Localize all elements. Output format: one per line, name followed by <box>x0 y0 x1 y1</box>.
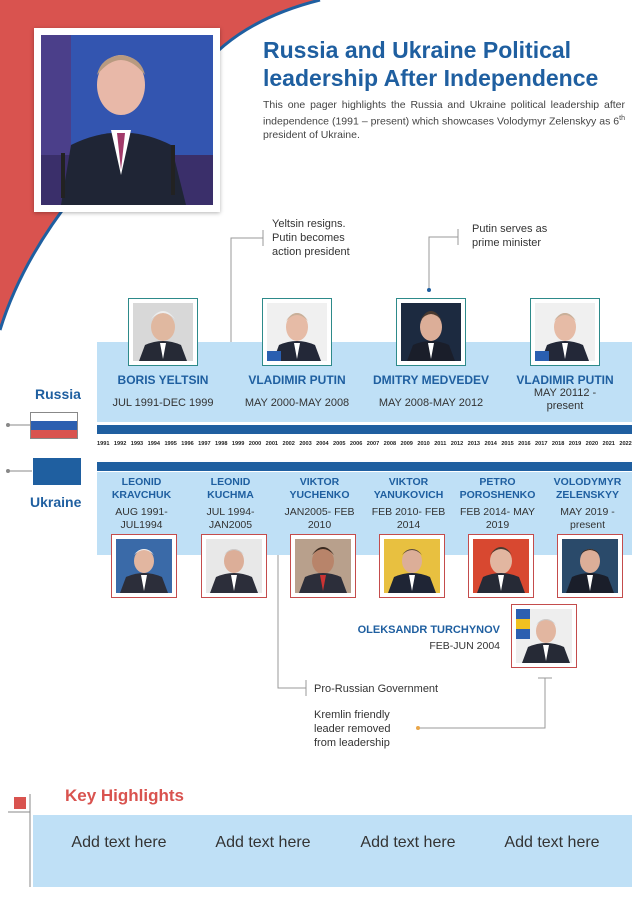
ukraine-leader-kuchma: LEONID KUCHMA JUL 1994- JAN2005 <box>206 476 255 531</box>
year-label: 2021 <box>602 441 615 447</box>
note-kremlin-removed: Kremlin friendly leader removed from leadership <box>314 709 391 749</box>
timeline-years <box>97 441 632 447</box>
page-description: This one pager highlights the Russia and Ukraine political leadership after independence (1991 – present) which showcases Volodymyr Zelenskyy as 6th president of Ukraine. <box>263 99 625 141</box>
year-label: 1994 <box>147 441 161 447</box>
year-label: 2016 <box>518 441 531 447</box>
key-highlight-item-4: Add text here <box>504 834 600 851</box>
year-label: 2013 <box>467 441 481 447</box>
photo-yanukovich <box>379 534 445 598</box>
year-label: 1996 <box>181 441 194 447</box>
page-title: Russia and Ukraine Political leadership After Independence <box>263 37 599 91</box>
russia-leader-medvedev: DMITRY MEDVEDEV MAY 2008-MAY 2012 <box>372 373 489 409</box>
key-highlights-marker-icon <box>14 797 26 809</box>
photo-putin-1 <box>262 298 332 366</box>
russia-flag-icon <box>30 412 78 439</box>
photo-turchynov <box>511 604 577 668</box>
ukraine-label: Ukraine <box>30 494 82 510</box>
ukraine-leader-zelenskyy: VOLODYMYR ZELENSKYY MAY 2019 -present <box>553 476 622 531</box>
note-pro-russian: Pro-Russian Government <box>314 683 439 695</box>
year-label: 1995 <box>164 441 177 447</box>
year-label: 2010 <box>417 441 430 447</box>
year-label: 2020 <box>585 441 599 447</box>
photo-yuchenko <box>290 534 356 598</box>
key-highlight-item-2: Add text here <box>215 834 311 851</box>
year-label: 2019 <box>568 441 582 447</box>
year-label: 2008 <box>383 441 397 447</box>
timeline-axis-russia <box>97 425 632 434</box>
key-highlights-title: Key Highlights <box>65 786 185 805</box>
year-label: 1993 <box>130 441 144 447</box>
year-label: 2004 <box>316 441 329 447</box>
photo-putin-2 <box>530 298 600 366</box>
photo-zelenskyy <box>557 534 623 598</box>
year-label: 2015 <box>501 441 514 447</box>
year-label: 1999 <box>231 441 245 447</box>
year-label: 2022 <box>619 441 632 447</box>
year-label: 2012 <box>450 441 464 447</box>
ukraine-leader-kravchuk: LEONID KRAVCHUK AUG 1991- JUL1994 <box>111 476 172 531</box>
key-highlight-item-1: Add text here <box>71 834 167 851</box>
year-label: 2003 <box>299 441 312 447</box>
year-label: 2005 <box>333 441 346 447</box>
year-label: 2011 <box>434 441 447 447</box>
ukraine-leader-yuchenko: VIKTOR YUCHENKO JAN2005- FEB 2010 <box>284 476 355 531</box>
russia-leader-putin-2: VLADIMIR PUTIN MAY 20112 -present <box>516 373 614 412</box>
photo-poroshenko <box>468 534 534 598</box>
interim-leader-turchynov: OLEKSANDR TURCHYNOV FEB-JUN 2004 <box>357 624 500 652</box>
ukraine-leader-yanukovich: VIKTOR YANUKOVICH FEB 2010- FEB 2014 <box>371 476 446 531</box>
photo-kravchuk <box>111 534 177 598</box>
photo-kuchma <box>201 534 267 598</box>
year-label: 1991 <box>97 441 110 447</box>
ukraine-flag-icon <box>33 458 81 485</box>
year-label: 2018 <box>551 441 565 447</box>
year-label: 2009 <box>400 441 413 447</box>
note-putin-pm: Putin serves as prime minister <box>472 223 548 249</box>
photo-yeltsin <box>128 298 198 366</box>
year-label: 2002 <box>282 441 295 447</box>
year-label: 1997 <box>198 441 211 447</box>
key-highlight-item-3: Add text here <box>360 834 456 851</box>
timeline-axis-ukraine <box>97 462 632 471</box>
year-label: 2006 <box>349 441 363 447</box>
year-label: 1998 <box>215 441 228 447</box>
year-label: 2014 <box>484 441 497 447</box>
year-label: 2000 <box>248 441 262 447</box>
russia-label: Russia <box>35 386 81 402</box>
year-label: 2017 <box>535 441 548 447</box>
photo-medvedev <box>396 298 466 366</box>
russia-leader-yeltsin: BORIS YELTSIN JUL 1991-DEC 1999 <box>112 373 214 409</box>
note-yeltsin-resigns: Yeltsin resigns. Putin becomes action president <box>272 218 350 258</box>
ukraine-leader-poroshenko: PETRO POROSHENKO FEB 2014- MAY 2019 <box>459 476 536 531</box>
year-label: 1992 <box>113 441 127 447</box>
russia-leader-putin-1: VLADIMIR PUTIN MAY 2000-MAY 2008 <box>244 373 350 409</box>
year-label: 2007 <box>366 441 380 447</box>
year-label: 2001 <box>265 441 279 447</box>
